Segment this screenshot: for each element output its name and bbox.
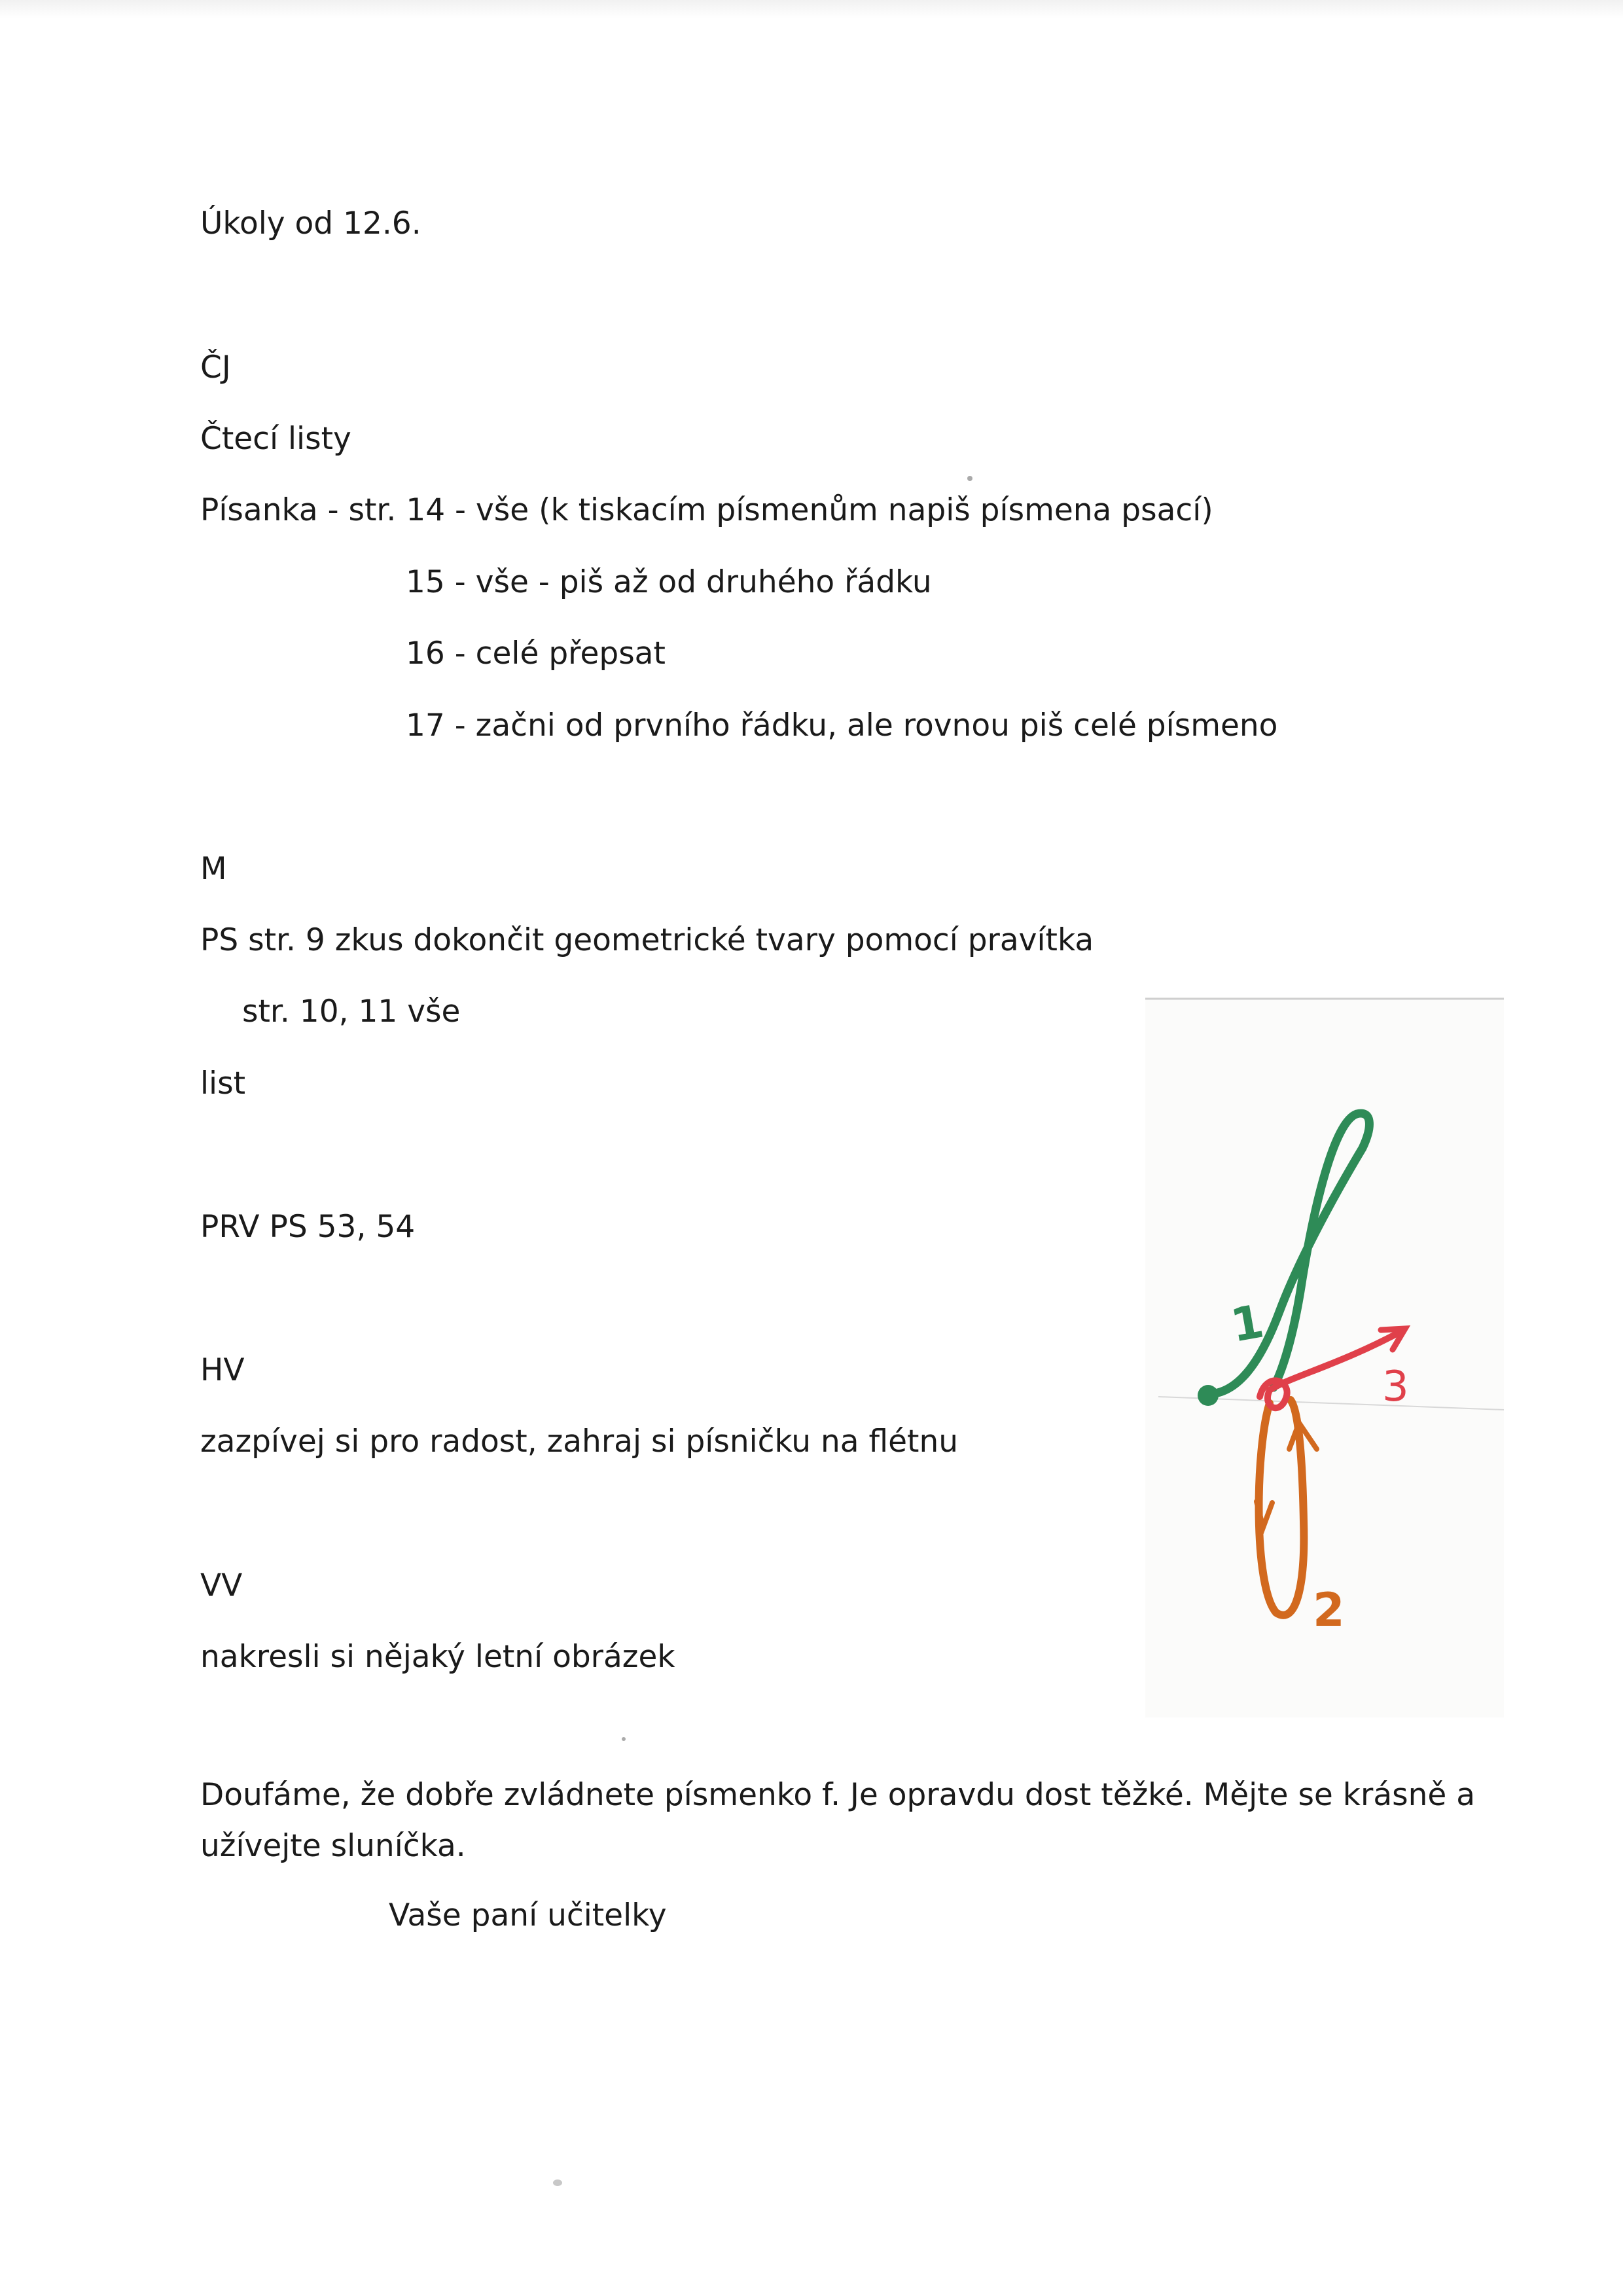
cj-pisanka-line: Písanka - str. 14 - vše (k tiskacím písmenům napiš písmena psací) [200, 492, 1213, 528]
signature: Vaše paní učitelky [389, 1897, 667, 1933]
cj-page-16: 16 - celé přepsat [406, 636, 666, 672]
cj-reading-sheets: Čtecí listy [200, 421, 351, 457]
section-heading-m: M [200, 851, 227, 887]
closing-paragraph: Doufáme, že dobře zvládnete písmenko f. Je opravdu dost těžké. Mějte se krásně a užívejte sluníčka. [200, 1777, 1476, 1864]
cj-page-15: 15 - vše - piš až od druhého řádku [406, 564, 932, 600]
section-heading-cj: ČJ [200, 350, 231, 386]
letter-f-sketch [1145, 997, 1504, 1717]
m-sheet: list [200, 1066, 246, 1102]
scan-speck [622, 1737, 626, 1741]
section-heading-hv: HV [200, 1352, 245, 1388]
letter-f-drawing [1145, 997, 1504, 1717]
scan-edge [0, 0, 1623, 18]
svg-text:1: 1 [1226, 1294, 1268, 1353]
scan-speck [967, 476, 972, 481]
m-pages-10-11: str. 10, 11 vše [242, 994, 461, 1030]
hv-text: zazpívej si pro radost, zahraj si písničku na flétnu [200, 1424, 959, 1460]
cj-page-17: 17 - začni od prvního řádku, ale rovnou piš celé písmeno [406, 708, 1278, 744]
prv-line: PRV PS 53, 54 [200, 1209, 416, 1245]
m-workbook-page-9: PS str. 9 zkus dokončit geometrické tvary pomocí pravítka [200, 922, 1094, 958]
svg-text:2: 2 [1313, 1583, 1345, 1637]
scan-speck [553, 2179, 562, 2186]
vv-text: nakresli si nějaký letní obrázek [200, 1639, 675, 1675]
svg-text:3: 3 [1382, 1363, 1409, 1411]
section-heading-vv: VV [200, 1568, 243, 1604]
page-title: Úkoly od 12.6. [200, 206, 421, 242]
